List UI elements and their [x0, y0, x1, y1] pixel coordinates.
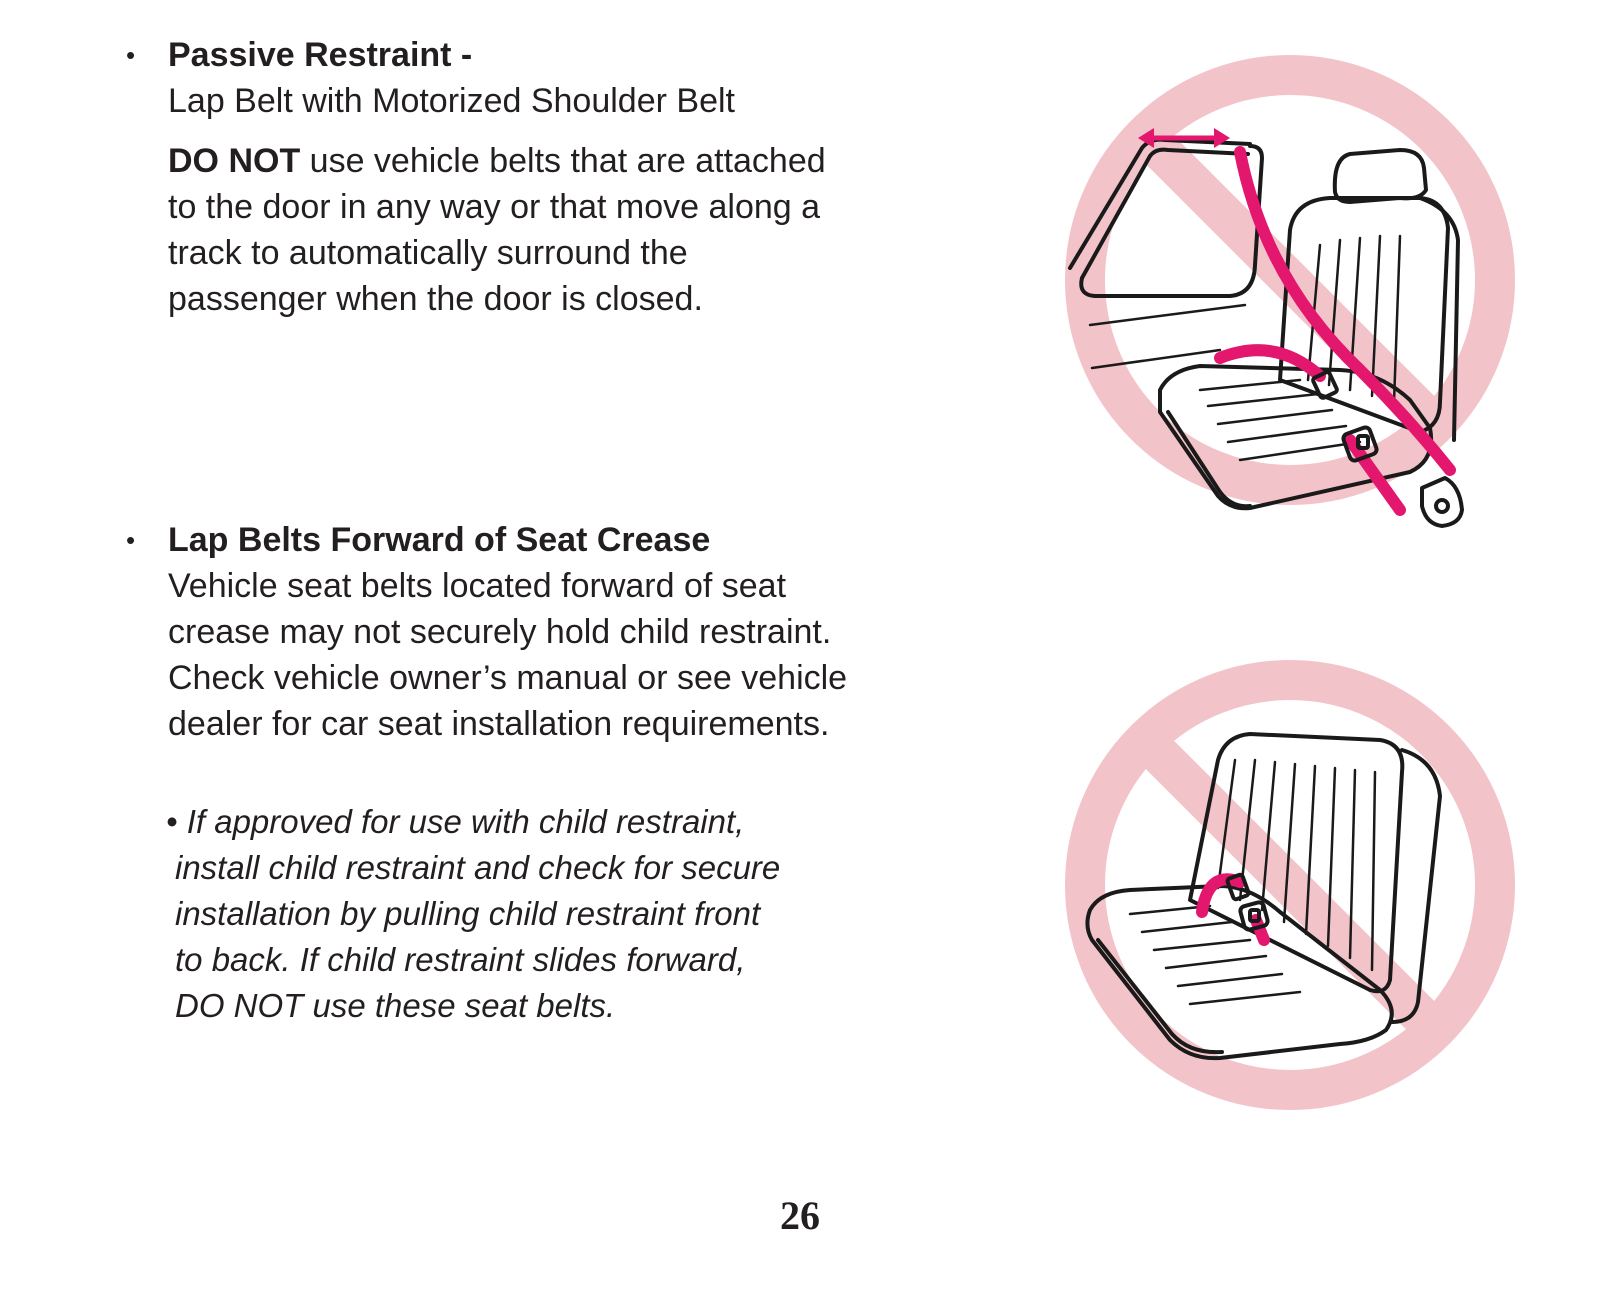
note-line: • If approved for use with child restraint,	[166, 803, 745, 840]
warning-text: to the door in any way or that move along a	[168, 188, 821, 226]
section-lap-belts-forward	[126, 517, 986, 747]
note-line: install child restraint and check for secure	[175, 849, 781, 886]
prohibited-forward-lap-belt-icon	[1050, 650, 1530, 1130]
note-line: to back. If child restraint slides forward,	[175, 941, 746, 978]
prohibited-motorized-belt-icon	[1050, 40, 1530, 540]
warning-bold: DO NOT	[168, 142, 301, 180]
page-number: 26	[780, 1193, 820, 1238]
section-subheading: Lap Belt with Motorized Shoulder Belt	[168, 82, 735, 120]
body-line: dealer for car seat installation requirements.	[168, 705, 830, 743]
installation-note	[166, 799, 780, 1029]
section-heading: Lap Belts Forward of Seat Crease	[168, 521, 711, 559]
body-line: crease may not securely hold child restraint.	[168, 613, 832, 651]
section-passive-restraint	[126, 32, 986, 322]
note-line: installation by pulling child restraint front	[175, 895, 761, 932]
warning-paragraph	[168, 138, 986, 322]
warning-text: use vehicle belts that are attached	[300, 142, 826, 180]
body-line: Check vehicle owner’s manual or see vehicle	[168, 659, 848, 697]
warning-text: passenger when the door is closed.	[168, 280, 703, 318]
body-line: Vehicle seat belts located forward of seat	[168, 567, 787, 605]
bullet: •	[126, 40, 136, 70]
bullet: •	[126, 525, 136, 555]
note-line: DO NOT use these seat belts.	[175, 987, 616, 1024]
warning-text: track to automatically surround the	[168, 234, 688, 272]
section-heading: Passive Restraint -	[168, 36, 473, 74]
